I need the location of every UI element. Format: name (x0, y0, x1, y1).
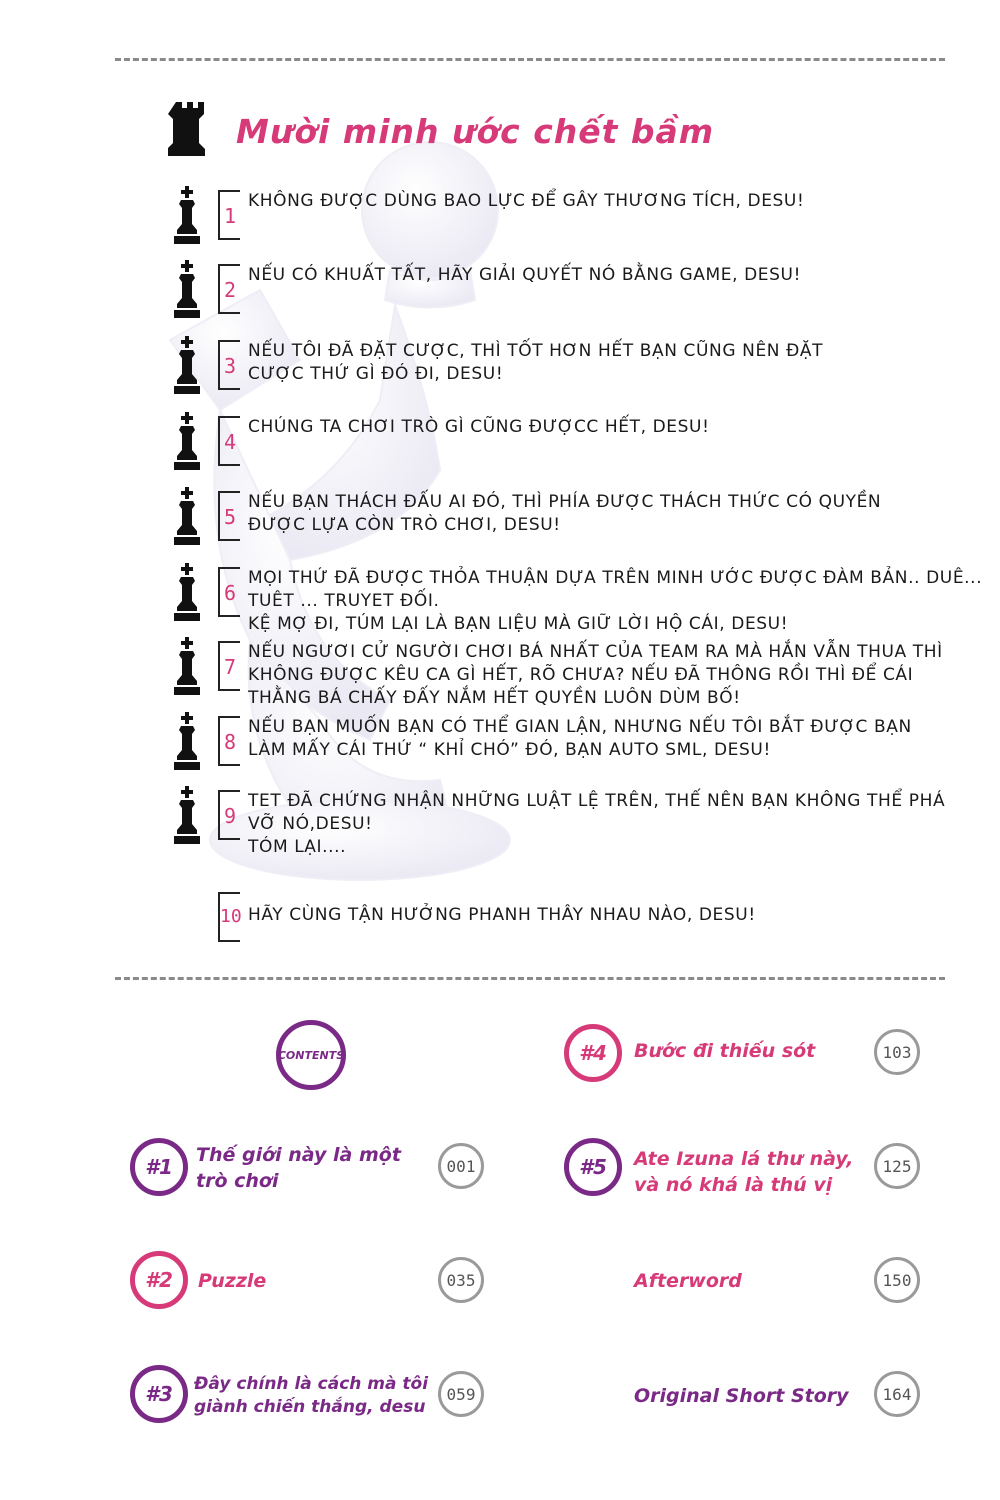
king-icon (170, 712, 204, 770)
contents-divider (115, 977, 945, 980)
chapter-title-line: Afterword (634, 1270, 742, 1292)
chapter-title-line: Ate Izuna lá thư này, (634, 1148, 854, 1170)
rule-text (248, 340, 968, 386)
rule-line: KỆ MỢ ĐI, TÚM LẠI LÀ BẠN LIỆU MÀ GIỮ LỜI HỘ CÁI, DESU! (248, 614, 789, 634)
rule-line: THẰNG BÁ CHẤY ĐẤY NẮM HẾT QUYỀN LUÔN DÙM BỐ! (248, 688, 741, 708)
rule-number-frame (218, 892, 240, 942)
rule-number-frame (218, 264, 240, 314)
chapter-title-line: trò chơi (196, 1170, 279, 1192)
rule-line: TET ĐÃ CHỨNG NHẬN NHỮNG LUẬT LỆ TRÊN, THẾ NÊN BẠN KHÔNG THỂ PHÁ (248, 791, 946, 811)
chapter-number: #3 (130, 1365, 188, 1423)
rule-number-frame (218, 790, 240, 840)
rule-line: MỌI THỨ ĐÃ ĐƯỢC THỎA THUẬN DỰA TRÊN MINH ƯỚC ĐƯỢC ĐÀM BẢN.. DUÊ... (248, 568, 983, 588)
rule-number-frame (218, 190, 240, 240)
rule-number-frame (218, 641, 240, 691)
rule-text (248, 264, 968, 287)
chapter-title[interactable] (198, 1268, 266, 1294)
rule-text (248, 904, 968, 927)
chapter-title[interactable] (634, 1146, 853, 1198)
chapter-title-line: Original Short Story (634, 1385, 849, 1407)
rule-number-frame (218, 567, 240, 617)
king-icon (170, 563, 204, 621)
chapter-title-line: Puzzle (198, 1270, 267, 1292)
rule-text (248, 790, 968, 859)
rule-number-frame (218, 340, 240, 390)
rule-line: KHÔNG ĐƯỢC DÙNG BAO LỰC ĐỂ GÂY THƯƠNG TÍCH, DESU! (248, 191, 805, 211)
chapter-title-line: Thế giới này là một (196, 1144, 401, 1166)
rule-number: 9 (224, 804, 237, 828)
rule-number: 7 (224, 655, 237, 679)
page-title: Mười minh ước chết bầm (236, 112, 715, 151)
chapter-title[interactable] (634, 1268, 742, 1294)
rule-line: HÃY CÙNG TẬN HƯỞNG PHANH THÂY NHAU NÀO, DESU! (248, 905, 756, 925)
chapter-number: #2 (130, 1251, 188, 1309)
rule-text (248, 567, 983, 636)
rule-line: NẾU BẠN MUỐN BẠN CÓ THỂ GIAN LẬN, NHƯNG NẾU TÔI BẮT ĐƯỢC BẠN (248, 717, 912, 737)
rule-text (248, 491, 968, 537)
rule-line: CHÚNG TA CHƠI TRÒ GÌ CŨNG ĐƯỢCC HẾT, DESU! (248, 417, 710, 437)
rule-number: 4 (224, 430, 237, 454)
rule-line: NẾU NGƯƠI CỬ NGƯỜI CHƠI BÁ NHẤT CỦA TEAM RA MÀ HẮN VẪN THUA THÌ (248, 642, 943, 662)
contents-badge: CONTENTS (276, 1020, 346, 1090)
king-icon (170, 786, 204, 844)
chapter-title-line: và nó khá là thú vị (634, 1174, 833, 1196)
king-icon (170, 487, 204, 545)
rule-number: 10 (220, 906, 242, 927)
chapter-title[interactable] (634, 1383, 849, 1409)
page-number: 059 (438, 1371, 484, 1417)
rule-line: NẾU TÔI ĐÃ ĐẶT CƯỢC, THÌ TỐT HƠN HẾT BẠN CŨNG NÊN ĐẶT (248, 341, 824, 361)
king-icon (170, 336, 204, 394)
rule-text (248, 716, 968, 762)
rule-text (248, 416, 968, 439)
king-icon (170, 260, 204, 318)
rule-line: LÀM MẤY CÁI THỨ “ KHỈ CHÓ” ĐÓ, BẠN AUTO SML, DESU! (248, 740, 771, 760)
page-number: 001 (438, 1143, 484, 1189)
rule-number-frame (218, 491, 240, 541)
king-icon (170, 186, 204, 244)
rule-line: KHÔNG ĐƯỢC KÊU CA GÌ HẾT, RÕ CHƯA? NẾU ĐÃ THÔNG RỒI THÌ ĐỂ CÁI (248, 665, 914, 685)
rule-number: 3 (224, 354, 237, 378)
rule-line: NẾU BẠN THÁCH ĐẤU AI ĐÓ, THÌ PHÍA ĐƯỢC THÁCH THỨC CÓ QUYỀN (248, 492, 882, 512)
rule-number-frame (218, 716, 240, 766)
top-divider (115, 58, 945, 61)
rule-number: 1 (224, 204, 237, 228)
rule-line: TUÊT ... TRUYET ĐỐI. (248, 591, 440, 611)
rule-line: CƯỢC THỨ GÌ ĐÓ ĐI, DESU! (248, 364, 504, 384)
rule-line: VỠ NÓ,DESU! (248, 814, 373, 834)
rule-line: NẾU CÓ KHUẤT TẤT, HÃY GIẢI QUYẾT NÓ BẰNG GAME, DESU! (248, 265, 801, 285)
rook-icon (168, 100, 212, 158)
king-icon (170, 637, 204, 695)
chapter-title-line: Bước đi thiếu sót (634, 1040, 816, 1062)
page-number: 150 (874, 1257, 920, 1303)
chapter-title[interactable] (194, 1373, 428, 1419)
king-icon (170, 412, 204, 470)
rule-number: 5 (224, 505, 237, 529)
rule-number: 8 (224, 730, 237, 754)
chapter-number: #1 (130, 1138, 188, 1196)
rule-number: 6 (224, 581, 237, 605)
rule-line: TÓM LẠI.... (248, 837, 347, 857)
chapter-title-line: Đây chính là cách mà tôi (194, 1374, 429, 1394)
rule-number-frame (218, 416, 240, 466)
page-number: 035 (438, 1257, 484, 1303)
chapter-number: #4 (564, 1024, 622, 1082)
page-number: 125 (874, 1143, 920, 1189)
page-number: 164 (874, 1371, 920, 1417)
rule-text (248, 641, 968, 710)
chapter-title-line: giành chiến thắng, desu (194, 1397, 426, 1417)
rule-text (248, 190, 968, 213)
rule-line: ĐƯỢC LỰA CÒN TRÒ CHƠI, DESU! (248, 515, 561, 535)
page-number: 103 (874, 1029, 920, 1075)
chapter-title[interactable] (196, 1142, 401, 1194)
chapter-title[interactable] (634, 1038, 815, 1064)
rule-number: 2 (224, 278, 237, 302)
chapter-number: #5 (564, 1138, 622, 1196)
